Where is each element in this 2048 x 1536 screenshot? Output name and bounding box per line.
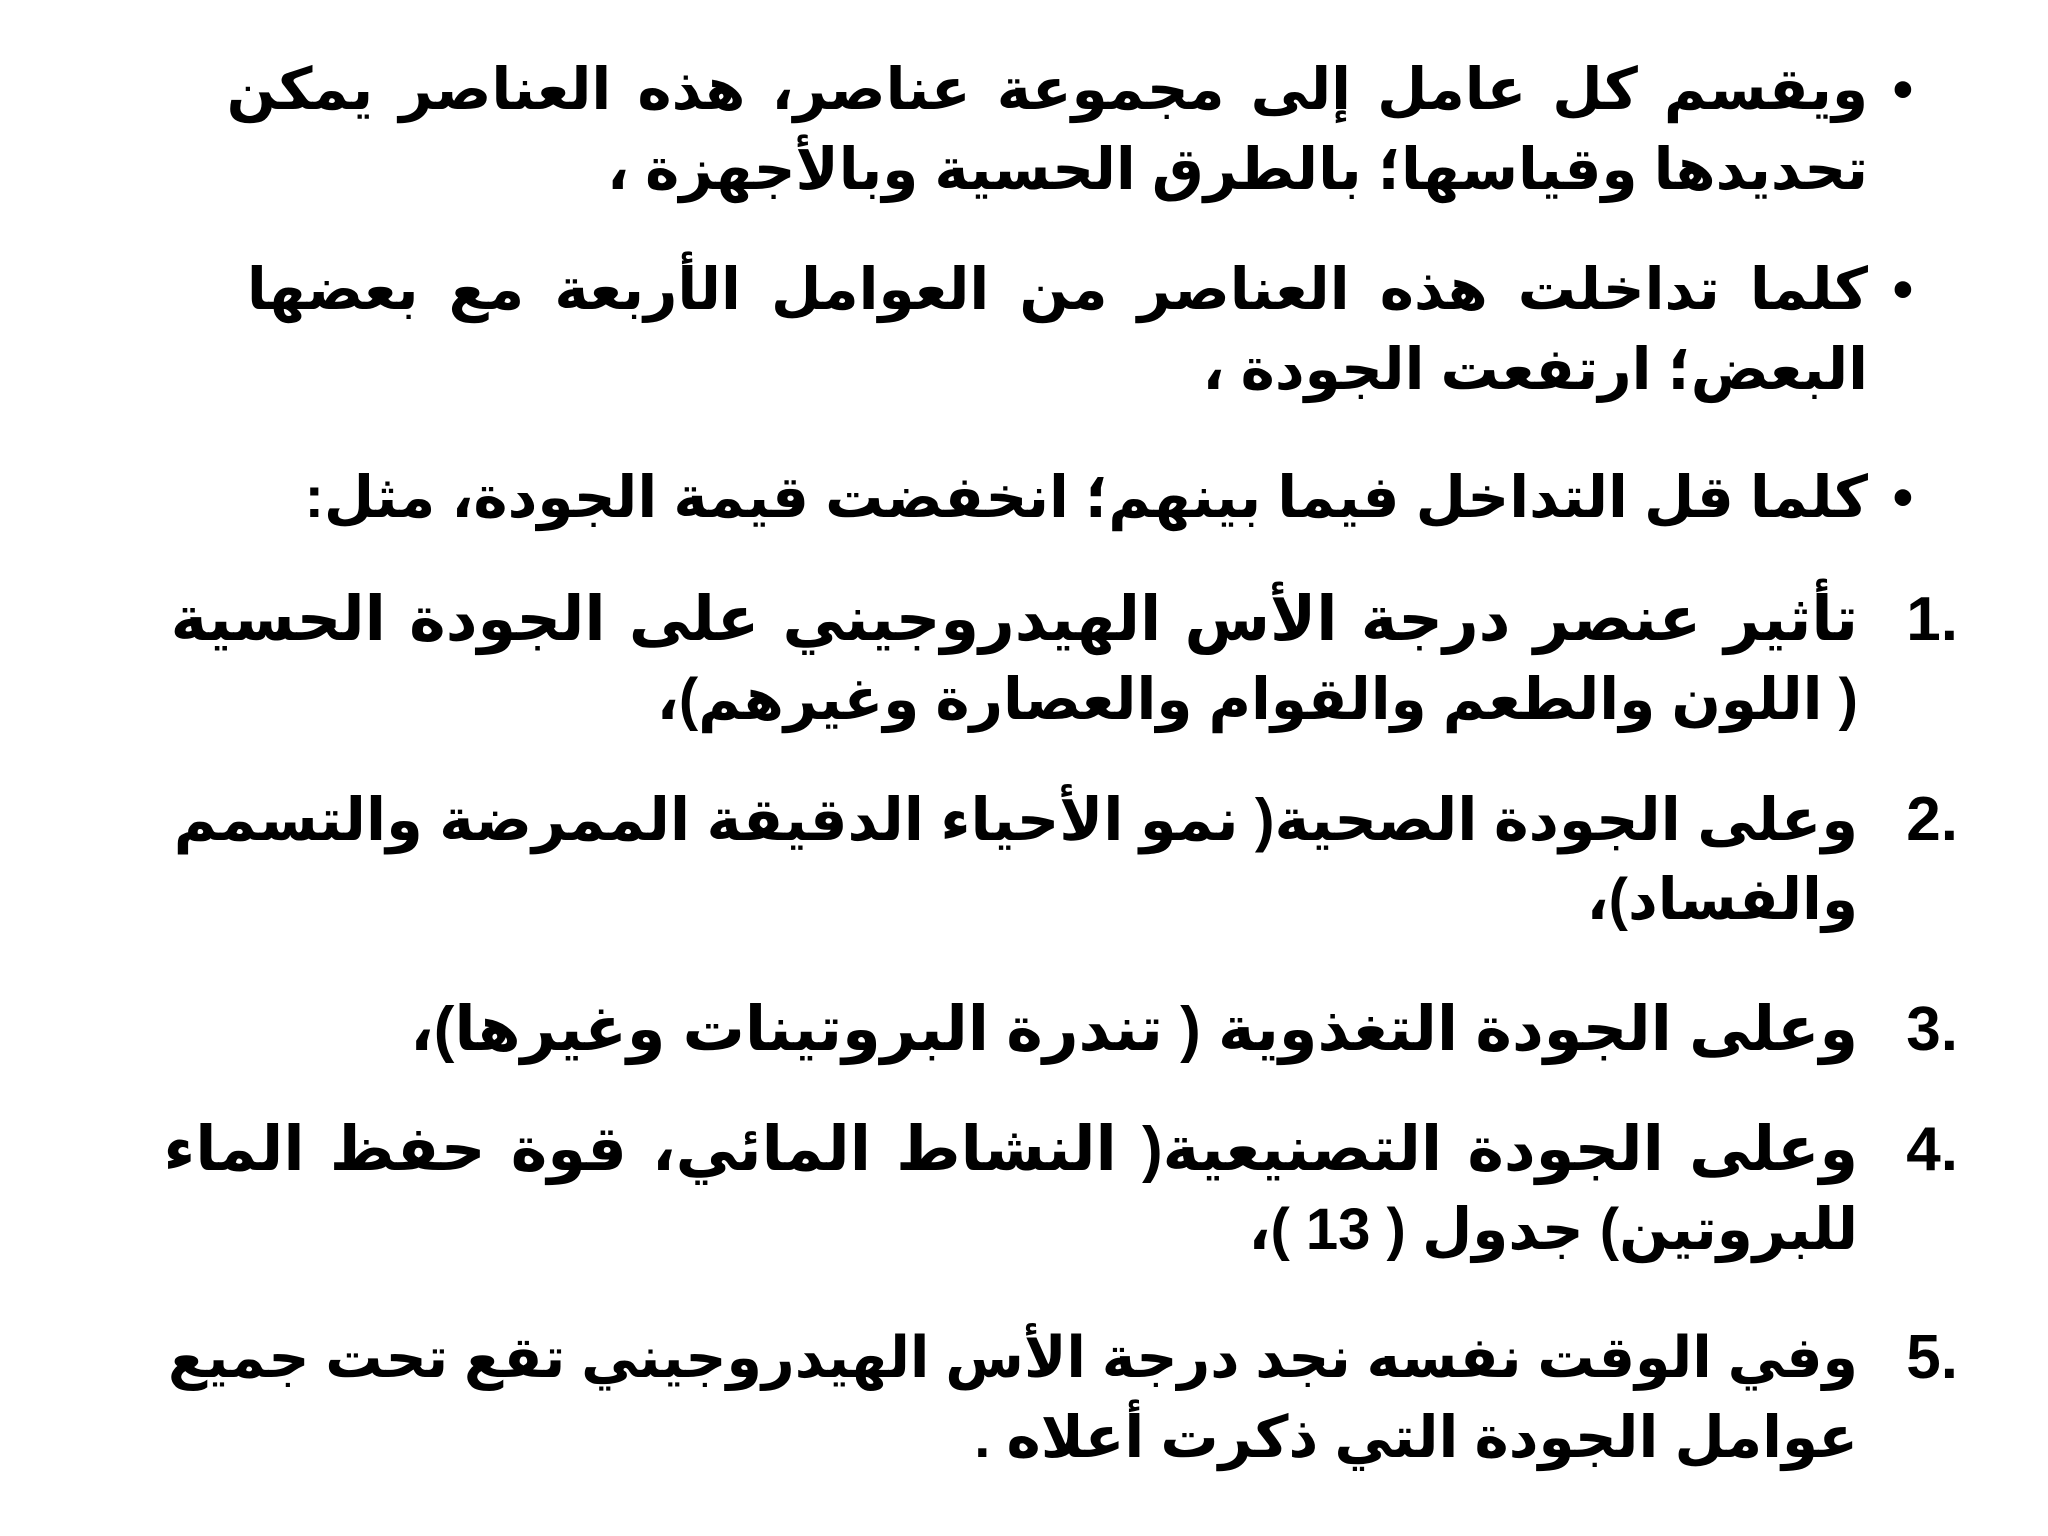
numbered-item-4 xyxy=(158,1110,1858,1270)
bullet-marker: • xyxy=(1892,57,1913,122)
bullet-2-line-2: البعض؛ ارتفعت الجودة ، xyxy=(1202,337,1868,402)
item-4-line-1: وعلى الجودة التصنيعية( النشاط المائي، قوة حفظ الماء xyxy=(163,1115,1858,1184)
item-5-line-1: وفي الوقت نفسه نجد درجة الأس الهيدروجيني تقع تحت جميع xyxy=(167,1326,1858,1390)
numbered-item-3 xyxy=(158,990,1858,1070)
list-number: 4. xyxy=(1906,1115,1958,1184)
list-number: 3. xyxy=(1906,995,1958,1064)
bullet-item-1 xyxy=(138,50,1868,210)
item-2-line-1: وعلى الجودة الصحية( نمو الأحياء الدقيقة الممرضة والتسمم xyxy=(173,787,1858,853)
bullet-3-line-1: كلما قل التداخل فيما بينهم؛ انخفضت قيمة الجودة، مثل: xyxy=(304,465,1868,530)
list-number: 5. xyxy=(1906,1323,1958,1392)
bullet-1-line-2: تحديدها وقياسها؛ بالطرق الحسية وبالأجهزة ، xyxy=(606,137,1868,202)
item-1-line-2: ( اللون والطعم والقوام والعصارة وغيرهم)، xyxy=(656,667,1858,732)
item-1-line-1: تأثير عنصر درجة الأس الهيدروجيني على الجودة الحسية xyxy=(170,585,1858,654)
bullet-marker: • xyxy=(1892,465,1913,530)
item-5-line-2: عوامل الجودة التي ذكرت أعلاه . xyxy=(974,1405,1858,1470)
list-number: 2. xyxy=(1906,785,1958,854)
numbered-item-2 xyxy=(158,780,1858,940)
item-4-line-2: للبروتين) جدول ( 13 )، xyxy=(1248,1197,1858,1262)
numbered-item-1 xyxy=(158,580,1858,740)
bullet-marker: • xyxy=(1892,257,1913,322)
bullet-item-3 xyxy=(138,458,1868,538)
bullet-1-line-1: ويقسم كل عامل إلى مجموعة عناصر، هذه العناصر يمكن xyxy=(226,57,1868,122)
item-3-line-1: وعلى الجودة التغذوية ( تندرة البروتينات وغيرها)، xyxy=(410,995,1858,1064)
bullet-2-line-1: كلما تداخلت هذه العناصر من العوامل الأربعة مع بعضها xyxy=(246,257,1868,322)
list-number: 1. xyxy=(1906,585,1958,654)
bullet-item-2 xyxy=(138,250,1868,410)
item-2-line-2: والفساد)، xyxy=(1586,867,1858,932)
numbered-item-5 xyxy=(158,1318,1858,1478)
